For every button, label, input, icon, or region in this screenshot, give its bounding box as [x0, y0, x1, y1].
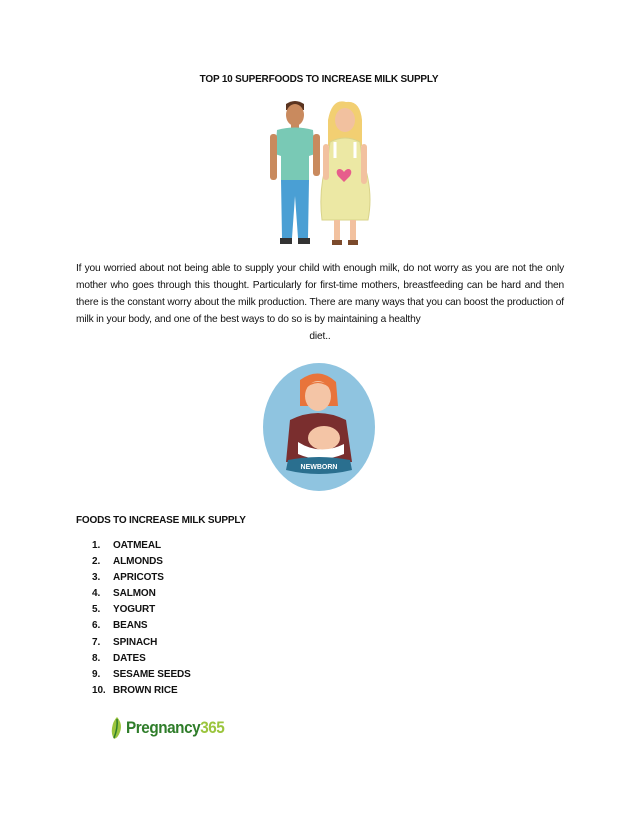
intro-paragraph — [76, 260, 564, 345]
breastfeeding-illustration — [262, 362, 377, 492]
newborn-badge: NEWBORN — [300, 464, 338, 471]
couple-illustration — [262, 98, 374, 250]
pregnancy365-logo — [110, 716, 235, 740]
list-item: 4. SALMON — [92, 588, 156, 600]
list-item: 10. BROWN RICE — [92, 684, 178, 696]
foods-list — [92, 538, 191, 699]
page-title: TOP 10 SUPERFOODS TO INCREASE MILK SUPPLY — [199, 74, 439, 85]
list-item: 9. SESAME SEEDS — [92, 668, 191, 680]
list-item: 6. BEANS — [92, 620, 148, 632]
list-item: 5. YOGURT — [92, 604, 156, 616]
list-item: 1. OATMEAL — [92, 540, 161, 551]
list-item: 2. ALMONDS — [92, 556, 163, 568]
intro-line: the only mother who goes through this thought. Particularly for first-time mothers, breastfeeding can be — [76, 263, 565, 291]
list-item: 7. SPINACH — [92, 636, 158, 648]
intro-line: boost the production of milk in your body, and one of the best ways to do so is by maintaining a healthy — [76, 297, 564, 325]
intro-line-last: diet.. — [309, 331, 331, 342]
logo-leaf-icon — [110, 716, 124, 740]
list-item: 3. APRICOTS — [92, 572, 164, 584]
logo-text: Pregnancy365 — [126, 718, 225, 737]
man-figure — [270, 101, 320, 244]
foods-heading: FOODS TO INCREASE MILK SUPPLY — [76, 515, 246, 526]
intro-line: If you worried about not being able to supply your child with enough milk, do not worry as you are not — [76, 263, 526, 274]
list-item: 8. DATES — [92, 652, 146, 664]
woman-figure — [321, 101, 370, 245]
intro-line: hard and then there is the constant worry about the milk production. There are many ways that you can — [76, 280, 565, 308]
